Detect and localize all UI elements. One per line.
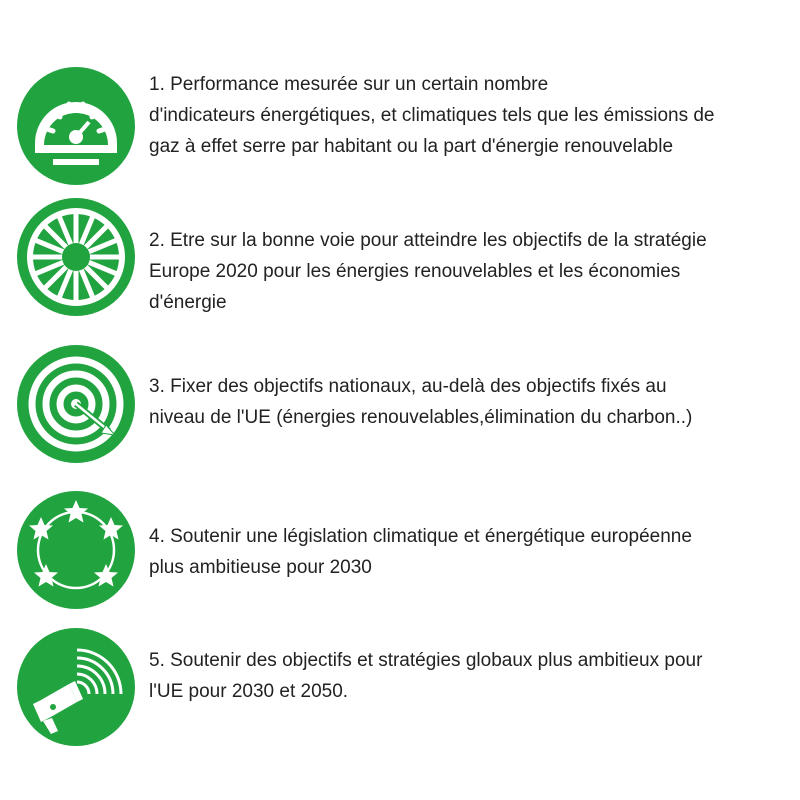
wheel-icon xyxy=(17,198,135,316)
item-text-line: l'UE pour 2030 et 2050. xyxy=(149,681,349,702)
item-text-line: gaz à effet serre par habitant ou la part d'énergie renouvelable xyxy=(149,136,674,157)
item-text-line: d'indicateurs énergétiques, et climatiques tels que les émissions de xyxy=(149,105,715,126)
speedometer-icon xyxy=(17,67,135,185)
item-text-line: 2. Etre sur la bonne voie pour atteindre les objectifs de la stratégie xyxy=(149,230,707,251)
item-text-line: Europe 2020 pour les énergies renouvelables et les économies xyxy=(149,261,681,282)
item-text-line: d'énergie xyxy=(149,292,227,313)
eu-stars-icon xyxy=(17,491,135,609)
item-text-line: niveau de l'UE (énergies renouvelables,élimination du charbon..) xyxy=(149,407,693,428)
item-text-line: 3. Fixer des objectifs nationaux, au-delà des objectifs fixés au xyxy=(149,376,667,397)
megaphone-icon xyxy=(17,628,135,746)
item-text-line: plus ambitieuse pour 2030 xyxy=(149,557,372,578)
item-text-line: 5. Soutenir des objectifs et stratégies globaux plus ambitieux pour xyxy=(149,650,703,671)
item-text-line: 4. Soutenir une législation climatique et énergétique européenne xyxy=(149,526,692,547)
item-text-line: 1. Performance mesurée sur un certain nombre xyxy=(149,74,549,95)
target-icon xyxy=(17,345,135,463)
